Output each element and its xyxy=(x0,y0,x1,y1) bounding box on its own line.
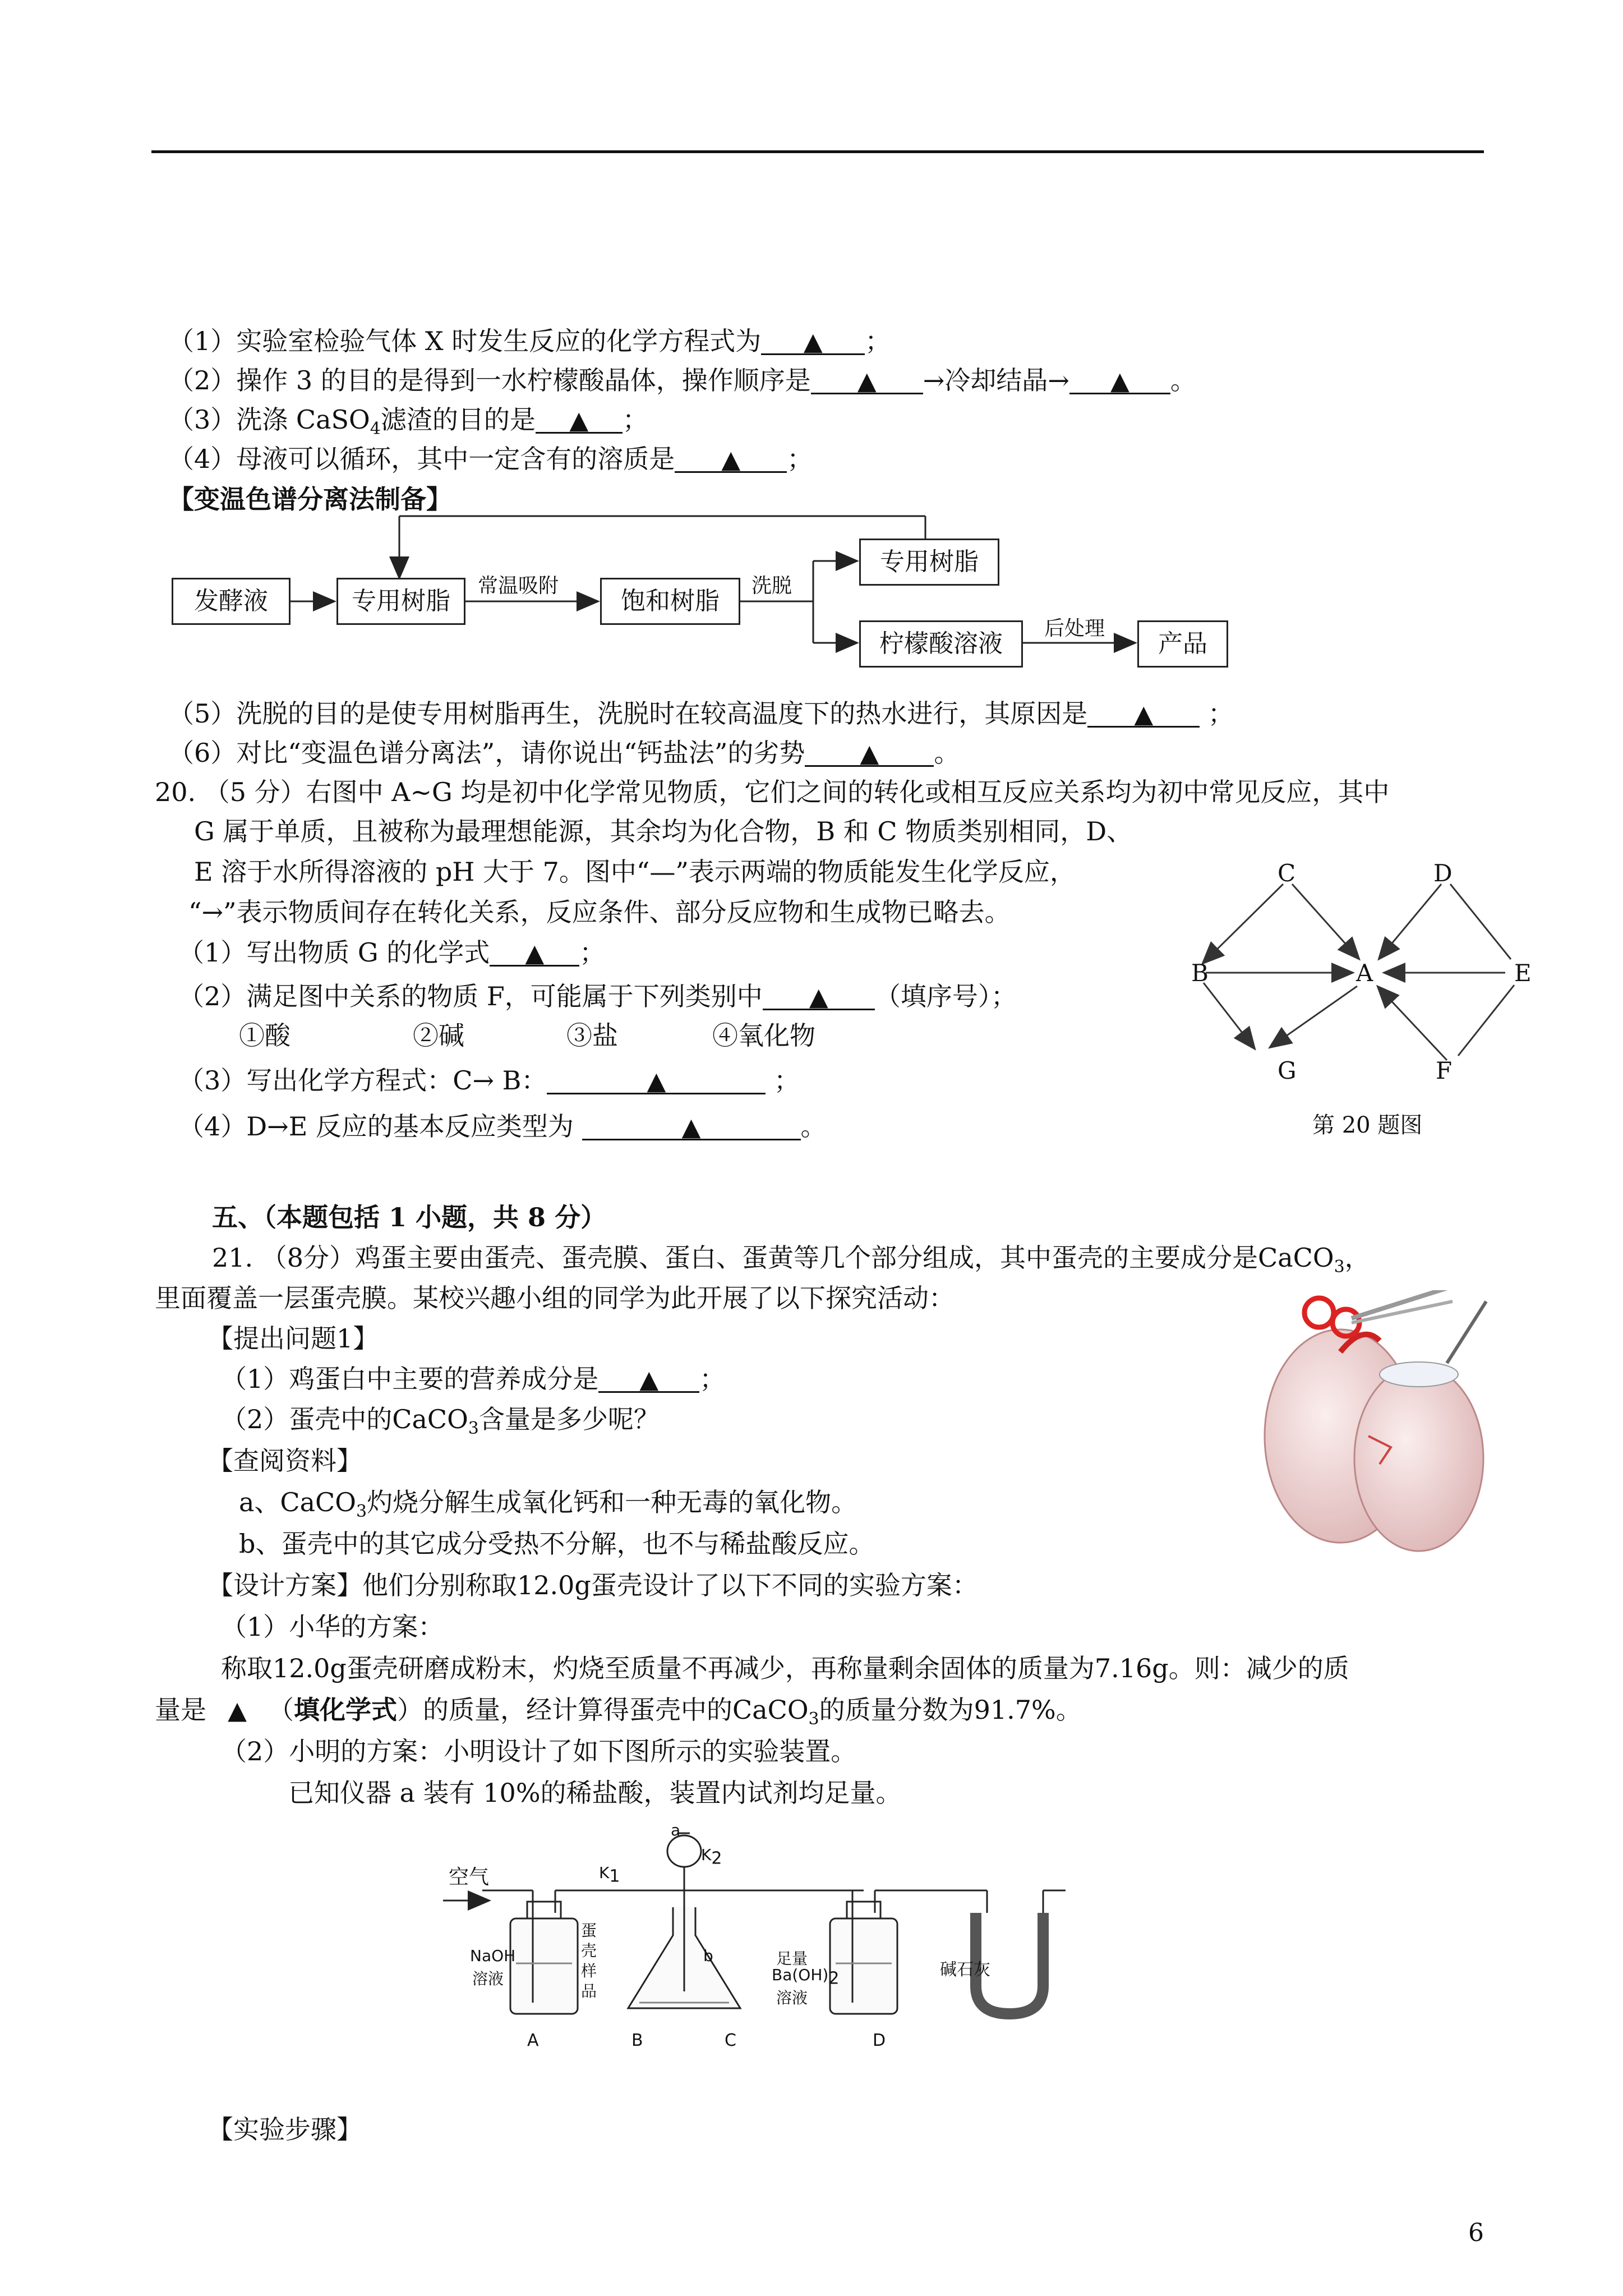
apparatus-diagram xyxy=(426,1823,1099,2059)
question-3: （3）洗涤 CaSO$_4$滤渣的目的是 ▲ ； xyxy=(168,403,648,446)
question-20-4: （4）D→E 反应的基本反应类型为 ▲ 。 xyxy=(178,1110,827,1143)
apparatus-b-label: b xyxy=(703,1947,713,1965)
node-A: A xyxy=(1356,959,1373,987)
question-20-2: （2）满足图中关系的物质 F，可能属于下列类别中 ▲ （填序号）； xyxy=(178,979,1017,1013)
heading-question-1: 【提出问题1】 xyxy=(208,1323,379,1354)
answer-blank[interactable]: ▲ xyxy=(1069,364,1170,394)
question-4: （4）母液可以循环，其中一定含有的溶质是 ▲ ； xyxy=(168,442,813,476)
answer-blank[interactable]: ▲ xyxy=(228,1696,247,1725)
node-D: D xyxy=(1433,859,1453,887)
section-heading-chromatography: 【变温色谱分离法制备】 xyxy=(168,484,452,514)
flow-node-resin: 专用树脂 xyxy=(336,578,465,625)
apparatus-sample-4: 品 xyxy=(581,1982,597,2000)
plan-1-text: 称取12.0g蛋壳研磨成粉末，灼烧至质量不再减少，再称量剩余固体的质量为7.16g。则：减少的质 xyxy=(221,1653,1349,1683)
apparatus-ba-label-1: 足量 xyxy=(776,1949,808,1968)
heading-experiment-steps: 【实验步骤】 xyxy=(208,2114,362,2145)
question-6: （6）对比“变温色谱分离法”，请你说出“钙盐法”的劣势 ▲ 。 xyxy=(168,736,960,770)
answer-blank[interactable]: ▲ xyxy=(763,979,875,1010)
figure-20-diagram xyxy=(1178,853,1537,1144)
flow-label-post-treatment: 后处理 xyxy=(1044,617,1105,640)
flow-node-resin-regenerated: 专用树脂 xyxy=(859,539,999,586)
plan-1-text-2: 量是 ▲ （填化学式）的质量，经计算得蛋壳中的CaCO$_3$的质量分数为91.7%。 xyxy=(155,1693,1082,1736)
option-base: ②碱 xyxy=(413,1020,464,1051)
answer-blank[interactable]: ▲ xyxy=(536,403,623,434)
node-G: G xyxy=(1278,1057,1297,1084)
question-20-intro-3: E 溶于水所得溶液的 pH 大于 7。图中“—”表示两端的物质能发生化学反应， xyxy=(194,857,1076,887)
section-5-heading: 五、（本题包括 1 小题，共 8 分） xyxy=(212,1202,607,1232)
page-number: 6 xyxy=(1468,2219,1484,2247)
apparatus-soda-lime-label: 碱石灰 xyxy=(940,1960,990,1980)
plan-2-title: （2）小明的方案：小明设计了如下图所示的实验装置。 xyxy=(221,1736,857,1766)
apparatus-naoh-label: NaOH xyxy=(470,1947,516,1965)
question-20-3: （3）写出化学方程式：C→ B： ▲ ； xyxy=(178,1064,800,1097)
apparatus-B-label: B xyxy=(631,2031,643,2050)
question-21-intro-2: 里面覆盖一层蛋壳膜。某校兴趣小组的同学为此开展了以下探究活动： xyxy=(155,1283,955,1313)
flow-node-saturated-resin: 饱和树脂 xyxy=(600,578,740,625)
option-oxide: ④氧化物 xyxy=(712,1020,815,1051)
apparatus-ba-label-2: $Ba(OH)_2$ xyxy=(772,1966,840,1989)
heading-design: 【设计方案】他们分别称取12.0g蛋壳设计了以下不同的实验方案： xyxy=(208,1570,978,1600)
apparatus-D-label: D xyxy=(873,2031,886,2050)
node-F: F xyxy=(1436,1057,1453,1084)
answer-blank[interactable]: ▲ xyxy=(1087,697,1200,728)
node-B: B xyxy=(1191,959,1209,987)
plan-1-title: （1）小华的方案： xyxy=(221,1612,444,1642)
figure-20-caption: 第 20 题图 xyxy=(1312,1112,1423,1138)
apparatus-k1-label: $K_1$ xyxy=(599,1864,620,1887)
question-21-intro: 21. （8分）鸡蛋主要由蛋壳、蛋壳膜、蛋白、蛋黄等几个部分组成，其中蛋壳的主要成分是CaCO$_3$， xyxy=(212,1243,1371,1277)
apparatus-ba-label-3: 溶液 xyxy=(776,1989,808,2007)
question-20-1: （1）写出物质 G 的化学式 ▲ ； xyxy=(178,936,605,969)
sub-question-2: （2）蛋壳中的CaCO$_3$含量是多少呢？ xyxy=(221,1404,660,1439)
answer-blank[interactable]: ▲ xyxy=(675,442,787,473)
apparatus-C-label: C xyxy=(725,2031,736,2050)
answer-blank[interactable]: ▲ xyxy=(490,936,579,967)
flow-label-elution: 洗脱 xyxy=(751,574,792,597)
sub-question-1: （1）鸡蛋白中主要的营养成分是 ▲ ； xyxy=(221,1362,725,1396)
question-1: （1）实验室检验气体 X 时发生反应的化学方程式为 ▲ ； xyxy=(168,324,891,358)
node-E: E xyxy=(1514,959,1532,987)
answer-blank[interactable]: ▲ xyxy=(761,324,865,355)
flow-node-citric-acid-solution: 柠檬酸溶液 xyxy=(859,620,1023,668)
plan-2-text: 已知仪器 a 装有 10%的稀盐酸，装置内试剂均足量。 xyxy=(288,1778,902,1808)
question-5: （5）洗脱的目的是使专用树脂再生，洗脱时在较高温度下的热水进行，其原因是 ▲ ； xyxy=(168,697,1234,730)
apparatus-a-label: a xyxy=(671,1821,681,1839)
flow-node-product: 产品 xyxy=(1137,620,1228,668)
answer-blank[interactable]: ▲ xyxy=(582,1110,801,1140)
apparatus-sample-3: 样 xyxy=(581,1962,597,1980)
answer-blank[interactable]: ▲ xyxy=(598,1362,699,1393)
reference-b: b、蛋壳中的其它成分受热不分解，也不与稀盐酸反应。 xyxy=(239,1529,875,1559)
apparatus-sample-1: 蛋 xyxy=(581,1921,597,1940)
heading-references: 【查阅资料】 xyxy=(208,1446,362,1476)
question-20-intro-4: “→”表示物质间存在转化关系，反应条件、部分反应物和生成物已略去。 xyxy=(188,897,1011,927)
answer-blank[interactable]: ▲ xyxy=(547,1064,766,1094)
egg-illustration xyxy=(1256,1290,1492,1559)
apparatus-sample-2: 壳 xyxy=(581,1941,597,1960)
question-2: （2）操作 3 的目的是得到一水柠檬酸晶体，操作顺序是 ▲ →冷却结晶→ ▲ 。 xyxy=(168,364,1196,397)
apparatus-k2-label: $K_2$ xyxy=(701,1846,722,1869)
reference-a: a、CaCO$_3$灼烧分解生成氧化钙和一种无毒的氧化物。 xyxy=(239,1487,857,1522)
apparatus-A-label: A xyxy=(527,2031,539,2050)
answer-blank[interactable]: ▲ xyxy=(805,736,934,767)
question-20-intro-2: G 属于单质，且被称为最理想能源，其余均为化合物，B 和 C 物质类别相同，D、 xyxy=(194,816,1133,846)
option-acid: ①酸 xyxy=(239,1020,291,1051)
answer-blank[interactable]: ▲ xyxy=(811,364,923,394)
question-20-intro: 20. （5 分）右图中 A~G 均是初中化学常见物质，它们之间的转化或相互反应关系均为初中常见反应，其中 xyxy=(155,777,1390,807)
flow-label-adsorption: 常温吸附 xyxy=(478,574,559,597)
flow-node-fermentation-broth: 发酵液 xyxy=(172,578,291,625)
apparatus-air-label: 空气 xyxy=(449,1866,490,1889)
option-salt: ③盐 xyxy=(566,1020,618,1051)
apparatus-naoh-label-2: 溶液 xyxy=(472,1970,504,1988)
node-C: C xyxy=(1278,859,1296,887)
